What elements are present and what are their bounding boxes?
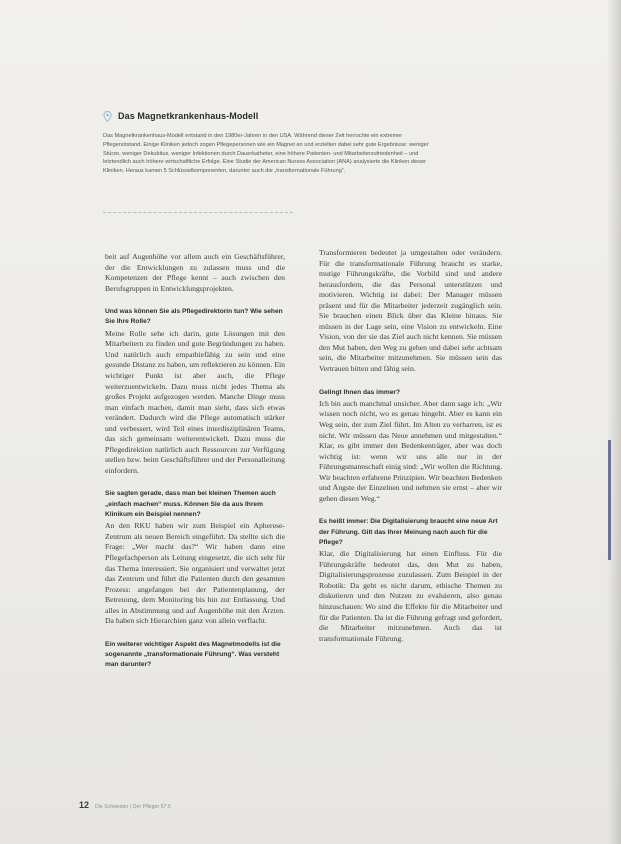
info-box xyxy=(103,108,433,176)
right-column xyxy=(319,248,502,644)
body-paragraph: An den RKU haben wir zum Beispiel ein Apherese-Zentrum als neuen Bereich eingeführt. Da stellte sich die Frage: „Wer macht das?“ Wir haben dann eine Pflegefachperson als Leitung eingesetzt, die sich sehr für das Thema interessiert. Sie organisiert und verwaltet jetzt das Zentrum und führt die Patienten durch den gesamten Prozess: angefangen bei der Patientenplanung, der Betreuung, dem Monitoring bis hin zur Entlassung. Und alles in Abstimmung und auf Augenhöhe mit den Ärzten. Da haben sich Hierarchien ganz von allein verflacht. xyxy=(105,521,285,626)
page-number: 12 xyxy=(79,800,90,810)
interview-question: Gelingt Ihnen das immer? xyxy=(319,388,400,396)
info-box-divider xyxy=(103,212,293,213)
body-paragraph: Transformieren bedeutet ja umgestalten oder verändern. Für die transformationale Führung braucht es starke, mutige Führungskräfte, die Vorbild sind und andere herausfordern, die das Personal unterstützen und motivieren. Wichtig ist dabei: Der Manager müssen präsent und für die Mitarbeiter jederzeit zugänglich sein. Sie brauchen einen Blick über das Kleine hinaus. Sie müssen in der Lage sein, eine Vision zu entwickeln. Eine Vision, von der sie das Ziel auch nicht kennen. Sie müssen den Mut haben, den Weg zu gehen und dabei sehr achtsam sein, die Mitarbeiter mitzunehmen. Sie müssen sein das Vertrauen bitten und fähig sein. xyxy=(319,248,502,374)
body-paragraph: Ich bin auch manchmal unsicher. Aber dann sage ich: „Wir wissen noch nicht, wo es genau hingeht. Aber es kann ein Weg sein, der zum Ziel führt. Im Alten zu verharren, ist es nicht. Wir müssen das Neue annehmen und mitgestalten.“ Klar, es gibt immer den Bedenkenträger, aber was doch wichtig ist: wenn wir uns alle nur in der Führungsmannschaft einig sind: „Wir wollen die Richtung. Wir beachten erfahrene Prinzipien. Wir beachten Bedenken und Ängste der Einzelnen und nehmen sie ernst – aber wir gehen diesen Weg.“ xyxy=(319,398,502,503)
interview-question: Ein weiterer wichtiger Aspekt des Magnetmodells ist die sogenannte „transformationale Führung“. Was versteht man darunter? xyxy=(105,640,281,669)
interview-question: Und was können Sie als Pflegedirektorin tun? Wie sehen Sie Ihre Rolle? xyxy=(105,308,283,326)
info-box-header xyxy=(103,108,433,124)
side-color-strip xyxy=(608,440,611,560)
running-title: Die Schwester | Der Pfleger 57.5 xyxy=(95,804,171,810)
location-pin-icon xyxy=(103,111,112,122)
page-footer xyxy=(79,800,171,810)
body-paragraph: beit auf Augenhöhe vor allem auch ein Geschäftsführer, der die Entwicklungen zu zulassen muss und die Kompetenzen der Pflege kennt – auch zwischen den Berufsgruppen in Entwicklungsprojekten. xyxy=(105,252,285,293)
info-box-title: Das Magnetkrankenhaus-Modell xyxy=(118,111,259,121)
interview-question: Sie sagten gerade, dass man bei kleinen Themen auch „einfach machen“ muss. Können Sie da aus Ihrem Klinikum ein Beispiel nennen? xyxy=(105,490,276,519)
body-paragraph: Meine Rolle sehe ich darin, gute Lösungen mit den Mitarbeitern zu finden und gute Begründungen zu haben. Und natürlich auch empathiefähig zu sein und eine gesunde Distanz zu haben, um reflektieren zu können. Ein wichtiger Punkt ist aber auch, die Pflege weiterzuentwickeln. Dazu muss nicht jedes Thema als großes Projekt aufgezogen werden. Manche Dinge muss man einfach machen, damit man sieht, dass sich etwas verändert. Dadurch wird die Pflege automatisch stärker und verbessert, wird Teil eines interdisziplinären Teams, das sich gemeinsam weiterentwickelt. Dazu muss die Pflegedirektion natürlich auch Ressourcen zur Verfügung stellen bzw. beim Geschäftsführer und der Personalleitung einfordern. xyxy=(105,328,285,475)
left-column xyxy=(105,252,285,672)
body-paragraph: Klar, die Digitalisierung hat einen Einfluss. Für die Führungskräfte bedeutet das, den Mut zu haben, Digitalisierungsprozesse zuzulassen. Zum Beispiel in der Robotik: Da geht es nicht darum, ethische Themen zu diskutieren und den Nutzen zu evaluieren, also genau hinzuschauen: Wo sind die Effekte für die Mitarbeiter und für die Patienten. Da ist die Führung gefragt und gefordert, die Mitarbeiter mitzunehmen. Auch das ist transformationale Führung. xyxy=(319,549,502,643)
interview-question: Es heißt immer: Die Digitalisierung braucht eine neue Art der Führung. Gilt das Ihrer Meinung nach auch für die Pflege? xyxy=(319,518,498,546)
info-box-text: Das Magnetkrankenhaus-Modell entstand in den 1980er-Jahren in den USA. Während dieser Zeit herrschte ein extremer Pflegenotstand. Einige Kliniken jedoch zogen Pflegepersonen wie ein Magnet an und erzielten dabei sehr gute Ergebnisse: weniger Stürze, weniger Dekubitus, weniger Infektionen durch Dauerkatheter, eine höhere Patienten- und Mitarbeiterzufriedenheit – und letztendlich auch höhere wirtschaftliche Erfolge. Eine Studie der American Nurses Association (ANA) analysierte die Klinken dieser Kliniken. Heraus kamen 5 Schlüsselkomponenten, darunter auch die „transformationale Führung“. xyxy=(103,133,429,175)
binding-shadow xyxy=(607,0,621,844)
